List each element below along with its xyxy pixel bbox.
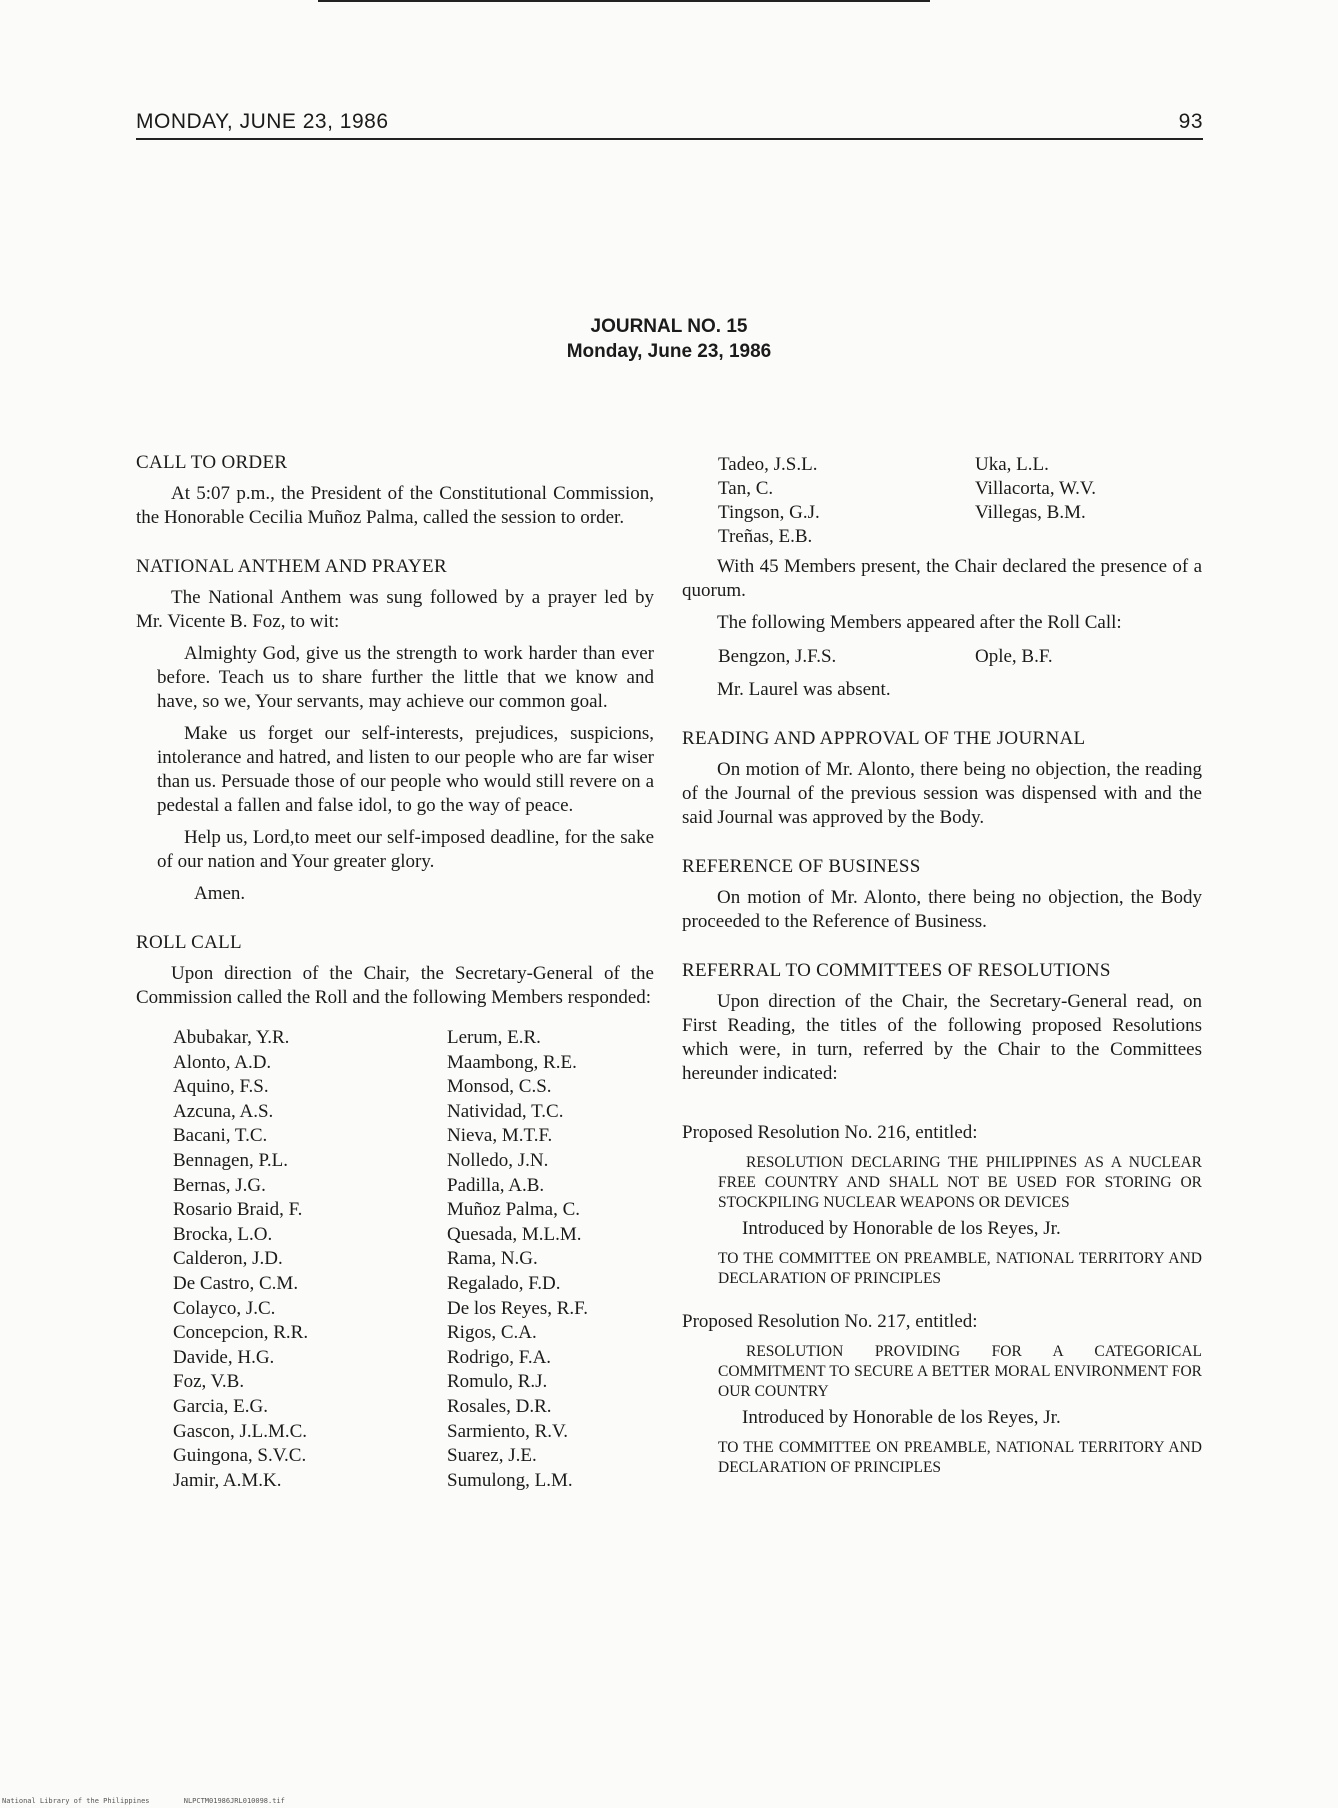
- member-name: Brocka, L.O.: [173, 1223, 273, 1245]
- member-name: Jamir, A.M.K.: [173, 1469, 282, 1491]
- member-name: Gascon, J.L.M.C.: [173, 1420, 308, 1442]
- resolution-216-introducer: Introduced by Honorable de los Reyes, Jr.: [742, 1217, 1061, 1239]
- left-column: [136, 451, 654, 1493]
- reading-approval-text: On motion of Mr. Alonto, there being no objection, the reading of the Journal of the previous session was dispensed with and the said Journal was approved by the Body.: [682, 758, 1202, 828]
- after-roll-text: The following Members appeared after the Roll Call:: [717, 612, 1122, 633]
- member-name: De Castro, C.M.: [173, 1272, 299, 1294]
- member-name: Bengzon, J.F.S.: [718, 646, 837, 667]
- resolution-217-title: RESOLUTION PROVIDING FOR A CATEGORICAL COMMITMENT TO SECURE A BETTER MORAL ENVIRONMENT FOR OUR COUNTRY: [718, 1342, 1202, 1400]
- member-name: Sumulong, L.M.: [447, 1469, 573, 1491]
- header-date: MONDAY, JUNE 23, 1986: [136, 110, 389, 133]
- quorum-text: With 45 Members present, the Chair declared the presence of a quorum.: [682, 556, 1202, 601]
- member-name: Abubakar, Y.R.: [173, 1027, 290, 1048]
- member-name: Rosario Braid, F.: [173, 1199, 303, 1221]
- resolution-217-introducer: Introduced by Honorable de los Reyes, Jr.: [742, 1406, 1061, 1428]
- referral-text: Upon direction of the Chair, the Secretary-General read, on First Reading, the titles of the following proposed Resolutions which were, in turn, referred by the Chair to the Committees hereunder indicated:: [682, 990, 1202, 1084]
- resolution-217-label: Proposed Resolution No. 217, entitled:: [682, 1310, 978, 1332]
- roll-call-text: Upon direction of the Chair, the Secretary-General of the Commission called the Roll and the following Members responded:: [136, 963, 654, 1008]
- call-to-order-text: At 5:07 p.m., the President of the Constitutional Commission, the Honorable Cecilia Muñoz Palma, called the session to order.: [136, 483, 654, 528]
- footer-filename: NLPCTM01986JRL010098.tif: [183, 1797, 285, 1805]
- member-name: Padilla, A.B.: [447, 1174, 545, 1196]
- member-name: Uka, L.L.: [975, 454, 1049, 475]
- member-name: Tan, C.: [718, 478, 774, 499]
- running-header: [136, 110, 1203, 140]
- member-name: Rigos, C.A.: [447, 1322, 537, 1344]
- member-name: Ople, B.F.: [975, 646, 1053, 667]
- journal-title: [0, 314, 1338, 364]
- prayer-amen: Amen.: [194, 883, 246, 904]
- member-name: Nolledo, J.N.: [447, 1149, 549, 1171]
- footer-library: National Library of the Philippines: [2, 1797, 150, 1805]
- reference-text: On motion of Mr. Alonto, there being no objection, the Body proceeded to the Reference of Business.: [682, 886, 1202, 932]
- member-name: Concepcion, R.R.: [173, 1322, 309, 1344]
- referral-heading: REFERRAL TO COMMITTEES OF RESOLUTIONS: [682, 959, 1111, 981]
- roll-call-heading: ROLL CALL: [136, 932, 242, 953]
- resolution-216-committee: TO THE COMMITTEE ON PREAMBLE, NATIONAL TERRITORY AND DECLARATION OF PRINCIPLES: [718, 1249, 1202, 1287]
- member-name: Monsod, C.S.: [447, 1076, 552, 1098]
- member-name: Natividad, T.C.: [447, 1100, 564, 1122]
- member-name: Lerum, E.R.: [447, 1027, 541, 1048]
- anthem-heading: NATIONAL ANTHEM AND PRAYER: [136, 556, 447, 577]
- member-name: Calderon, J.D.: [173, 1248, 283, 1270]
- member-name: Regalado, F.D.: [447, 1272, 561, 1294]
- absent-text: Mr. Laurel was absent.: [717, 678, 891, 700]
- journal-date: Monday, June 23, 1986: [566, 341, 772, 362]
- member-name: Davide, H.G.: [173, 1346, 275, 1368]
- prayer-paragraph-1: Almighty God, give us the strength to work harder than ever before. Teach us to share further the little that we know and have, so we, Your servants, may achieve our common goal.: [157, 643, 654, 712]
- anthem-text: The National Anthem was sung followed by a prayer led by Mr. Vicente B. Foz, to wit:: [136, 587, 654, 632]
- member-name: Quesada, M.L.M.: [447, 1223, 582, 1245]
- member-name: Bernas, J.G.: [173, 1174, 266, 1196]
- resolution-217-committee: TO THE COMMITTEE ON PREAMBLE, NATIONAL TERRITORY AND DECLARATION OF PRINCIPLES: [718, 1438, 1202, 1476]
- member-name: [975, 525, 1202, 549]
- member-name: Azcuna, A.S.: [173, 1100, 274, 1122]
- member-name: Foz, V.B.: [173, 1371, 245, 1393]
- member-name: Romulo, R.J.: [447, 1371, 548, 1393]
- member-name: Rosales, D.R.: [447, 1395, 552, 1417]
- member-name: Treñas, E.B.: [718, 526, 813, 547]
- member-name: Bennagen, P.L.: [173, 1149, 289, 1171]
- member-name: Guingona, S.V.C.: [173, 1445, 307, 1467]
- member-name: Maambong, R.E.: [447, 1051, 577, 1073]
- member-name: Sarmiento, R.V.: [447, 1420, 569, 1442]
- member-name: Aquino, F.S.: [173, 1076, 269, 1098]
- member-name: Tadeo, J.S.L.: [718, 454, 818, 475]
- right-column: [682, 451, 1202, 1482]
- member-name: Nieva, M.T.F.: [447, 1125, 553, 1147]
- call-to-order-heading: CALL TO ORDER: [136, 452, 288, 473]
- prayer-paragraph-3: Help us, Lord,to meet our self-imposed deadline, for the sake of our nation and Your greater glory.: [157, 827, 654, 872]
- member-name: Suarez, J.E.: [447, 1445, 537, 1467]
- member-name: Villegas, B.M.: [975, 502, 1086, 523]
- reference-heading: REFERENCE OF BUSINESS: [682, 855, 921, 877]
- reading-approval-heading: READING AND APPROVAL OF THE JOURNAL: [682, 727, 1086, 749]
- resolution-216-title: RESOLUTION DECLARING THE PHILIPPINES AS A NUCLEAR FREE COUNTRY AND SHALL NOT BE USED FOR STORING OR STOCKPILING NUCLEAR WEAPONS OR DEVICES: [718, 1153, 1202, 1211]
- member-name: Rodrigo, F.A.: [447, 1346, 552, 1368]
- member-name: Garcia, E.G.: [173, 1395, 268, 1417]
- member-name: Colayco, J.C.: [173, 1297, 276, 1319]
- member-name: Bacani, T.C.: [173, 1125, 268, 1147]
- member-name: De los Reyes, R.F.: [447, 1297, 588, 1319]
- prayer-paragraph-2: Make us forget our self-interests, prejudices, suspicions, intolerance and hatred, and listen to our people who are far wiser than us. Persuade those of our people who would still revere on a pedestal a fallen and false idol, to go the way of peace.: [157, 723, 654, 816]
- member-name: Villacorta, W.V.: [975, 478, 1096, 499]
- member-name: Rama, N.G.: [447, 1248, 538, 1270]
- resolution-216-label: Proposed Resolution No. 216, entitled:: [682, 1121, 978, 1143]
- member-name: Alonto, A.D.: [173, 1051, 272, 1073]
- journal-number: JOURNAL NO. 15: [590, 316, 748, 337]
- member-name: Tingson, G.J.: [718, 502, 820, 523]
- roll-call-names-continued: [718, 453, 1202, 549]
- page-number: 93: [1178, 110, 1203, 133]
- roll-call-names: [173, 1026, 654, 1493]
- late-members: [718, 645, 1202, 670]
- scan-footer: [2, 1797, 315, 1805]
- top-rule: [318, 0, 930, 2]
- member-name: Muñoz Palma, C.: [447, 1199, 580, 1221]
